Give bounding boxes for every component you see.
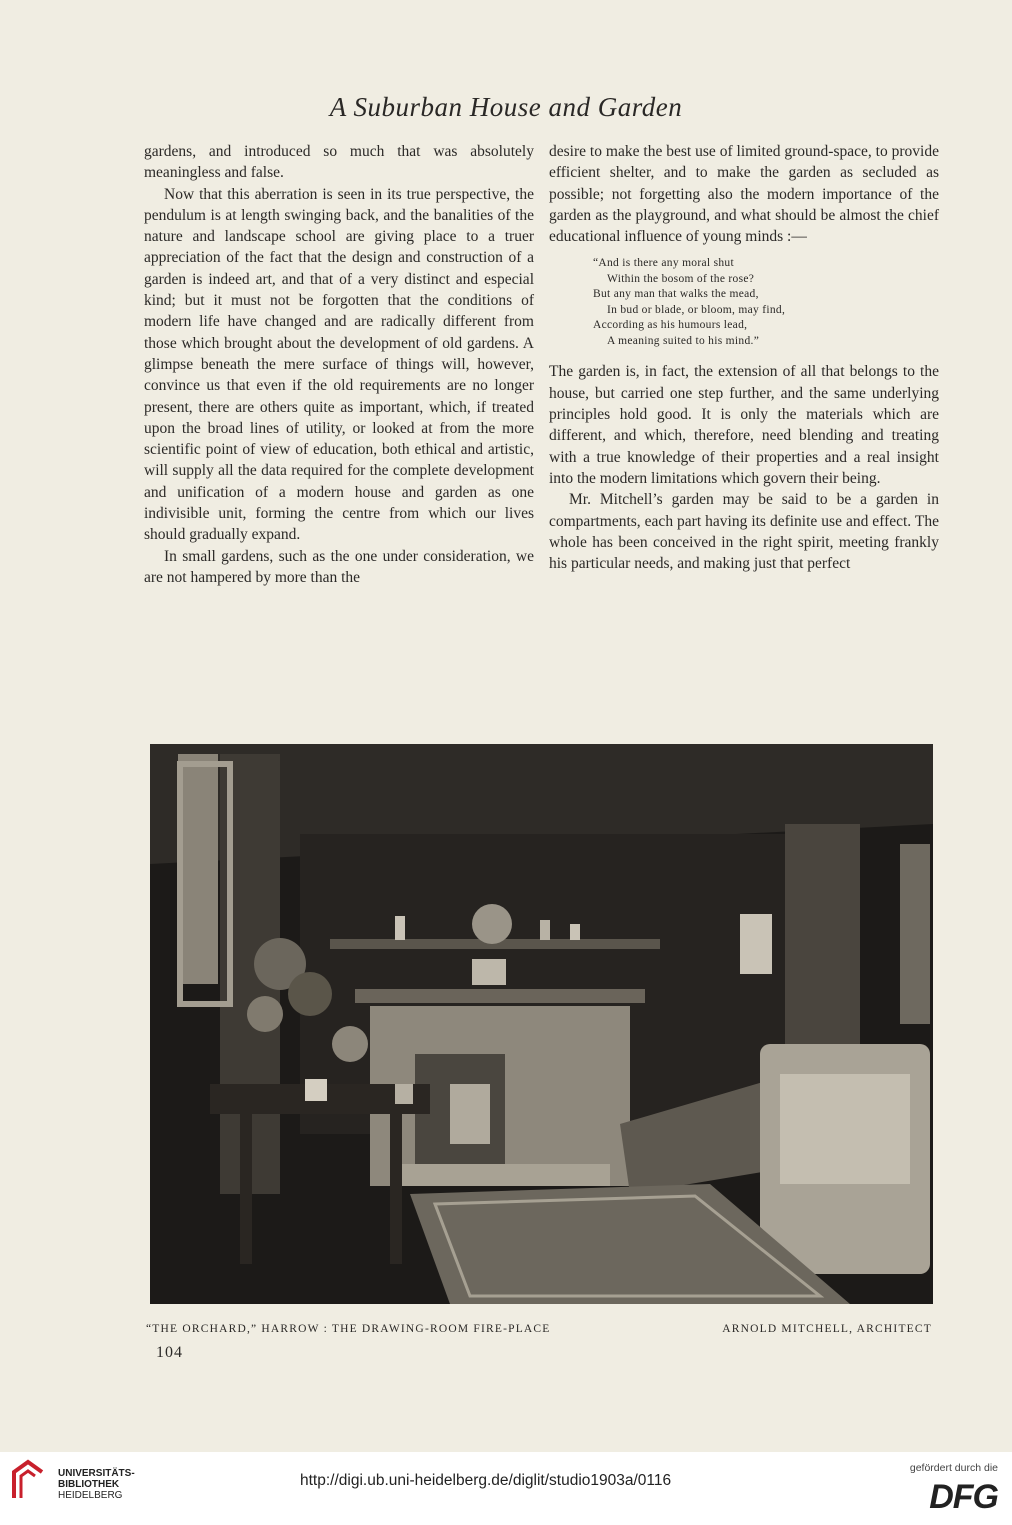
library-logo-icon [8,1458,48,1502]
paragraph: gardens, and introduced so much that was absolutely meaningless and false. [144,143,534,182]
digitization-footer [0,1452,1012,1525]
running-head: A Suburban House and Garden [329,92,683,122]
paragraph: Mr. Mitchell’s garden may be said to be a garden in compartments, each part having its definite use and effect. The whole has been conceived in the right spirit, meeting frankly his particular needs, and making just that perfect [549,491,939,573]
right-text-column [549,141,939,574]
paragraph: In small gardens, such as the one under consideration, we are not hampered by more than the [144,547,534,586]
paragraph: desire to make the best use of limited ground-space, to provide efficient shelter, and to make the garden as secluded as possible; not forgetting also the modern importance of the garden as the playground, and what should be almost the chief educational influence of young minds :— [549,143,939,246]
poem-quote [593,256,939,349]
poem-line: “And is there any moral shut [593,257,734,270]
left-text-column [144,141,534,588]
photo-caption: “THE ORCHARD,” HARROW : THE DRAWING-ROOM FIRE-PLACE [146,1323,551,1335]
paragraph: Now that this aberration is seen in its true perspective, the pendulum is at length swinging back, and the banalities of the nature and landscape school are giving place to a truer appreciation of the fact that the design and construction of a garden is indeed art, and that of a very distinct and especial kind; but it must not be forgotten that the conditions of modern life have changed and are radically different from those which brought about the development of old gardens. A glimpse beneath the mere surface of things will, however, convince us that even if the old requirements are no longer present, there are others quite as important, which, if treated upon the broad lines of utility, or looked at from the more scientific point of view of education, both ethical and artistic, will supply all the data required for the complete development and unification of a modern house and garden as one indivisible unit, forming the centre from which our lives should gradually expand. [144,185,534,544]
poem-line: But any man that walks the mead, [593,288,759,301]
page-number: 104 [156,1344,183,1361]
poem-line: In bud or blade, or bloom, may find, [607,303,786,316]
photo-credit: ARNOLD MITCHELL, ARCHITECT [722,1323,932,1335]
poem-line: Within the bosom of the rose? [607,272,755,285]
permalink[interactable]: http://digi.ub.uni-heidelberg.de/diglit/studio1903a/0116 [300,1472,672,1489]
poem-line: According as his humours lead, [593,319,748,332]
poem-line: A meaning suited to his mind.” [607,334,760,347]
paragraph: The garden is, in fact, the extension of all that belongs to the house, but carried one step further, and the same underlying principles hold good. It is only the materials which are different, and which, therefore, need blending and treating with a true knowledge of their properties and a real insight into the modern limitations which govern their being. [549,363,939,487]
drawing-room-photograph [150,744,933,1304]
sponsor-label: gefördert durch die [909,1462,998,1474]
dfg-logo: DFG [929,1478,998,1516]
library-name: UNIVERSITÄTS- BIBLIOTHEK HEIDELBERG [58,1468,135,1501]
